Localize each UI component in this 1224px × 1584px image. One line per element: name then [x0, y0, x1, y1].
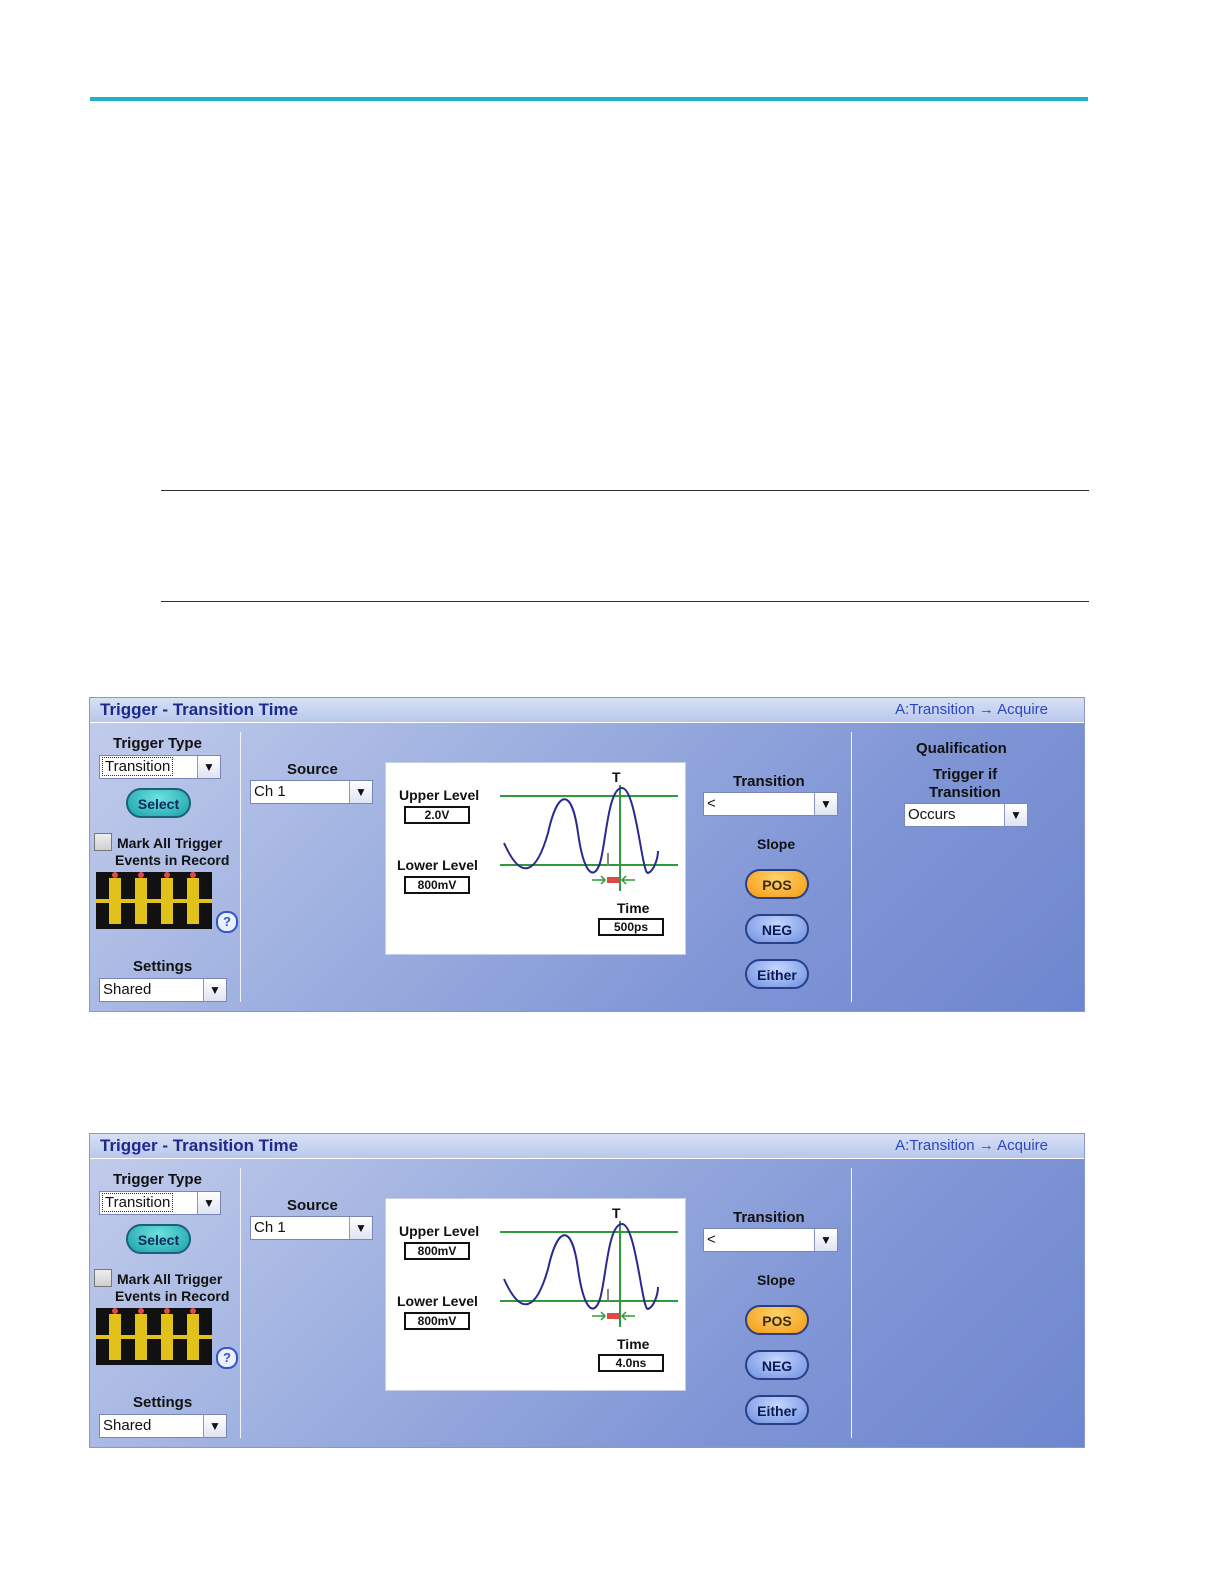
trigger-type-value: Transition: [105, 758, 171, 775]
dropdown-arrow-icon[interactable]: ▼: [349, 781, 372, 803]
note-bottom-rule: [161, 601, 1089, 602]
mark-all-trigger-checkbox[interactable]: [94, 833, 112, 851]
upper-level-value[interactable]: 800mV: [404, 1242, 470, 1260]
lower-level-value[interactable]: 800mV: [404, 1312, 470, 1330]
dropdown-arrow-icon[interactable]: ▼: [197, 756, 220, 778]
dropdown-arrow-icon[interactable]: ▼: [814, 1229, 837, 1251]
trigger-events-thumbnail: [96, 1308, 212, 1365]
trigger-panel-1: [89, 697, 1085, 1012]
transition-diagram: [385, 762, 686, 955]
divider: [240, 1168, 241, 1438]
trigger-events-thumbnail: [96, 872, 212, 929]
left-arrow-icon: [592, 876, 605, 884]
time-window-marker: [607, 1313, 619, 1319]
trigger-panel-2: [89, 1133, 1085, 1448]
select-button[interactable]: Select: [126, 788, 191, 818]
settings-value: Shared: [103, 981, 152, 998]
divider: [851, 1168, 852, 1438]
settings-value: Shared: [103, 1417, 152, 1434]
mark-all-label-line1: Mark All Trigger: [117, 1271, 223, 1287]
slope-neg-button[interactable]: NEG: [745, 914, 809, 944]
trigger-if-label-line1: Trigger if: [933, 766, 998, 783]
time-value[interactable]: 500ps: [598, 918, 664, 936]
trigger-type-label: Trigger Type: [113, 735, 202, 752]
lower-level-value[interactable]: 800mV: [404, 876, 470, 894]
settings-label: Settings: [133, 958, 193, 975]
dropdown-arrow-icon[interactable]: ▼: [349, 1217, 372, 1239]
transition-dropdown[interactable]: [703, 1228, 838, 1252]
note-top-rule: [161, 490, 1089, 491]
transition-label: Transition: [733, 1209, 805, 1226]
settings-dropdown[interactable]: [99, 1414, 227, 1438]
qualification-label: Qualification: [916, 740, 1007, 757]
waveform-trace: [504, 1224, 658, 1309]
slope-pos-button[interactable]: POS: [745, 869, 809, 899]
mark-all-label-line1: Mark All Trigger: [117, 835, 223, 851]
transition-diagram: [385, 1198, 686, 1391]
settings-dropdown[interactable]: [99, 978, 227, 1002]
trigger-type-value: Transition: [105, 1194, 171, 1211]
slope-either-button[interactable]: Either: [745, 1395, 809, 1425]
divider: [240, 732, 241, 1002]
dropdown-arrow-icon[interactable]: ▼: [197, 1192, 220, 1214]
source-value: Ch 1: [254, 1219, 286, 1236]
time-value[interactable]: 4.0ns: [598, 1354, 664, 1372]
dropdown-arrow-icon[interactable]: ▼: [203, 1415, 226, 1437]
divider: [851, 732, 852, 1002]
left-arrow-icon: [592, 1312, 605, 1320]
help-icon[interactable]: ?: [216, 911, 238, 933]
qualification-dropdown[interactable]: [904, 803, 1028, 827]
panel-titlebar: [90, 698, 1084, 723]
lower-level-label: Lower Level: [397, 857, 478, 873]
source-dropdown[interactable]: [250, 1216, 373, 1240]
lower-level-label: Lower Level: [397, 1293, 478, 1309]
help-icon[interactable]: ?: [216, 1347, 238, 1369]
time-window-marker: [607, 877, 619, 883]
slope-either-button[interactable]: Either: [745, 959, 809, 989]
upper-level-label: Upper Level: [399, 787, 480, 803]
panel-title: Trigger - Transition Time: [100, 700, 299, 719]
time-label: Time: [617, 1336, 650, 1352]
panel-titlebar: [90, 1134, 1084, 1159]
dropdown-arrow-icon[interactable]: ▼: [203, 979, 226, 1001]
waveform-trace: [504, 788, 658, 873]
trigger-type-label: Trigger Type: [113, 1171, 202, 1188]
settings-label: Settings: [133, 1394, 193, 1411]
trigger-marker-label: T: [612, 1205, 621, 1221]
breadcrumb-link[interactable]: A:Transition → Acquire: [895, 701, 1048, 718]
mark-all-trigger-checkbox[interactable]: [94, 1269, 112, 1287]
panel-title: Trigger - Transition Time: [100, 1136, 299, 1155]
trigger-marker-label: T: [612, 769, 621, 785]
transition-value: <: [707, 795, 716, 812]
breadcrumb-link[interactable]: A:Transition → Acquire: [895, 1137, 1048, 1154]
source-label: Source: [287, 1197, 338, 1214]
slope-label: Slope: [757, 836, 796, 852]
trigger-type-dropdown[interactable]: [99, 1191, 221, 1215]
transition-dropdown[interactable]: [703, 792, 838, 816]
transition-label: Transition: [733, 773, 805, 790]
source-label: Source: [287, 761, 338, 778]
slope-label: Slope: [757, 1272, 796, 1288]
slope-neg-button[interactable]: NEG: [745, 1350, 809, 1380]
time-label: Time: [617, 900, 650, 916]
mark-all-label-line2: Events in Record: [115, 852, 230, 868]
upper-level-label: Upper Level: [399, 1223, 480, 1239]
source-dropdown[interactable]: [250, 780, 373, 804]
right-arrow-icon: [622, 1312, 635, 1320]
upper-level-value[interactable]: 2.0V: [404, 806, 470, 824]
transition-value: <: [707, 1231, 716, 1248]
trigger-type-dropdown[interactable]: [99, 755, 221, 779]
slope-pos-button[interactable]: POS: [745, 1305, 809, 1335]
qualification-value: Occurs: [908, 806, 956, 823]
header-accent-rule: [90, 97, 1088, 101]
trigger-if-label-line2: Transition: [929, 784, 1001, 801]
dropdown-arrow-icon[interactable]: ▼: [1004, 804, 1027, 826]
mark-all-label-line2: Events in Record: [115, 1288, 230, 1304]
dropdown-arrow-icon[interactable]: ▼: [814, 793, 837, 815]
select-button[interactable]: Select: [126, 1224, 191, 1254]
source-value: Ch 1: [254, 783, 286, 800]
right-arrow-icon: [622, 876, 635, 884]
